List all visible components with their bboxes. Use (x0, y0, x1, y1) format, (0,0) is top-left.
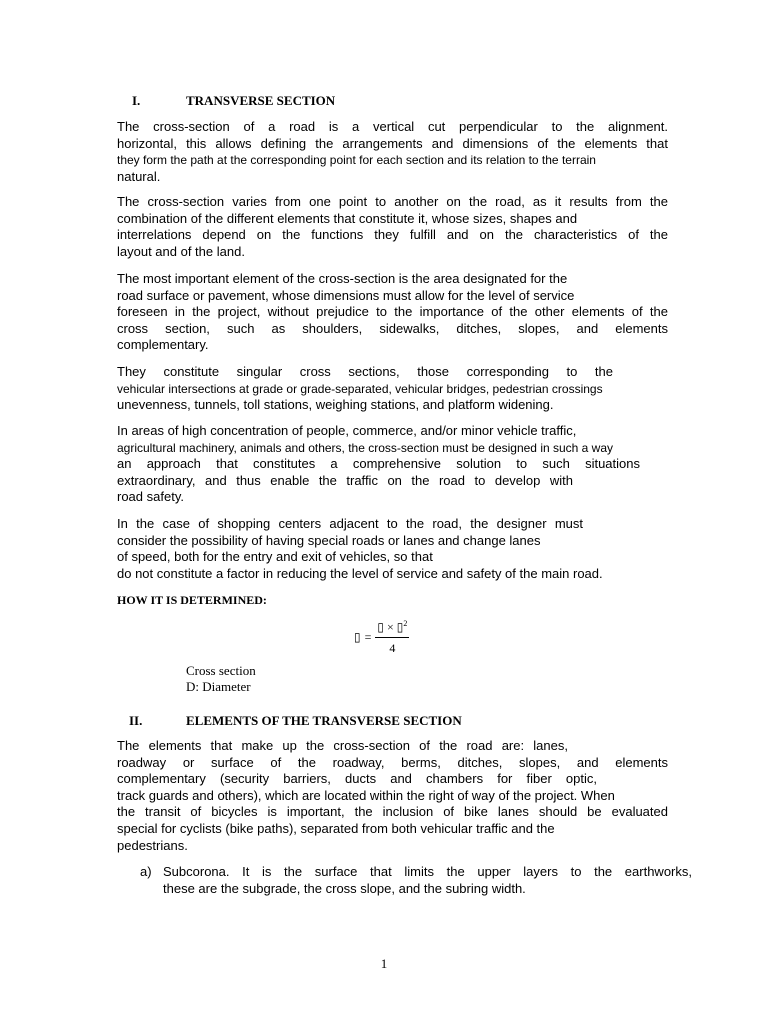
section-number: I. (132, 93, 141, 108)
text-line: They constitute singular cross sections, those corresponding to the (117, 364, 613, 379)
formula-denominator: 4 (389, 641, 396, 655)
page-number: 1 (380, 956, 388, 971)
text-line: combination of the different elements that constitute it, whose sizes, shapes and (117, 210, 578, 226)
section-number: II. (129, 713, 143, 728)
text-line: these are the subgrade, the cross slope, and the subring width. (163, 880, 526, 896)
text-line: The cross-section of a road is a vertical cut perpendicular to the alignment. (117, 119, 668, 134)
text-line: road surface or pavement, whose dimensions must allow for the level of service (117, 287, 575, 303)
formula-fraction (375, 619, 409, 656)
text-line: In areas of high concentration of people, commerce, and/or minor vehicle traffic, (117, 423, 577, 438)
text-line: agricultural machinery, animals and others, the cross-section must be designed in such a way (117, 440, 614, 455)
text-line: special for cyclists (bike paths), separated from both vehicular traffic and the (117, 820, 555, 836)
text-line: Subcorona. It is the surface that limits the upper layers to the earthworks, (163, 864, 692, 879)
paragraph (117, 738, 668, 854)
formula-exponent: 2 (403, 619, 408, 628)
paragraph (117, 194, 668, 260)
text-line: complementary (security barriers, ducts and chambers for fiber optic, (117, 771, 597, 787)
paragraph (117, 516, 668, 582)
list-marker: a) (140, 864, 152, 879)
list-item (140, 864, 692, 897)
text-line: natural. (117, 168, 161, 184)
text-line: The elements that make up the cross-section of the road are: lanes, (117, 738, 568, 753)
text-line: cross section, such as shoulders, sidewalks, ditches, slopes, and elements (117, 320, 668, 336)
subheading: HOW IT IS DETERMINED: (117, 593, 267, 607)
text-line: pedestrians. (117, 837, 188, 853)
text-line: of speed, both for the entry and exit of vehicles, so that (117, 549, 433, 565)
text-line: road safety. (117, 489, 184, 505)
text-line: do not constitute a factor in reducing the level of service and safety of the main road. (117, 565, 603, 581)
text-line: they form the path at the corresponding point for each section and its relation to the terrain (117, 153, 596, 168)
formula-term: ▯ (396, 620, 404, 634)
text-line: interrelations depend on the functions they fulfill and on the characteristics of the (117, 227, 668, 243)
text-line: unevenness, tunnels, toll stations, weighing stations, and platform widening. (117, 397, 554, 413)
paragraph (117, 381, 668, 414)
paragraph (117, 271, 668, 354)
text-line: layout and of the land. (117, 243, 245, 259)
paragraph (117, 364, 613, 381)
text-line: roadway or surface of the roadway, berms, ditches, slopes, and elements (117, 754, 668, 770)
text-line: horizontal, this allows defining the arrangements and dimensions of the elements that (117, 135, 668, 151)
text-line: foreseen in the project, without prejudice to the importance of the other elements of the (117, 304, 668, 320)
formula-operator: × (387, 620, 394, 634)
text-line: The cross-section varies from one point to another on the road, as it results from the (117, 194, 668, 209)
text-line: track guards and others), which are located within the right of way of the project. When (117, 787, 615, 803)
paragraph (117, 423, 668, 506)
formula-equals: = (364, 630, 372, 644)
list-item-body (163, 864, 692, 897)
text-line: an approach that constitutes a comprehensive solution to such situations (117, 456, 640, 472)
paragraph (117, 119, 668, 185)
formula-legend-item: D: Diameter (186, 679, 251, 694)
text-line: complementary. (117, 337, 209, 353)
section-title: TRANSVERSE SECTION (186, 93, 336, 108)
formula-term: ▯ (377, 620, 384, 634)
formula-numerator (375, 619, 409, 638)
formula (354, 619, 409, 656)
text-line: vehicular intersections at grade or grade-separated, vehicular bridges, pedestrian crossings (117, 381, 603, 396)
formula-lhs: ▯ (354, 630, 361, 644)
text-line: extraordinary, and thus enable the traffic on the road to develop with (117, 472, 573, 488)
text-line: The most important element of the cross-section is the area designated for the (117, 271, 568, 286)
formula-legend-item: Cross section (186, 663, 256, 678)
text-line: In the case of shopping centers adjacent to the road, the designer must (117, 516, 583, 531)
text-line: consider the possibility of having special roads or lanes and change lanes (117, 532, 541, 548)
text-line: the transit of bicycles is important, the inclusion of bike lanes should be evaluated (117, 804, 668, 820)
section-title: ELEMENTS OF THE TRANSVERSE SECTION (186, 713, 462, 728)
